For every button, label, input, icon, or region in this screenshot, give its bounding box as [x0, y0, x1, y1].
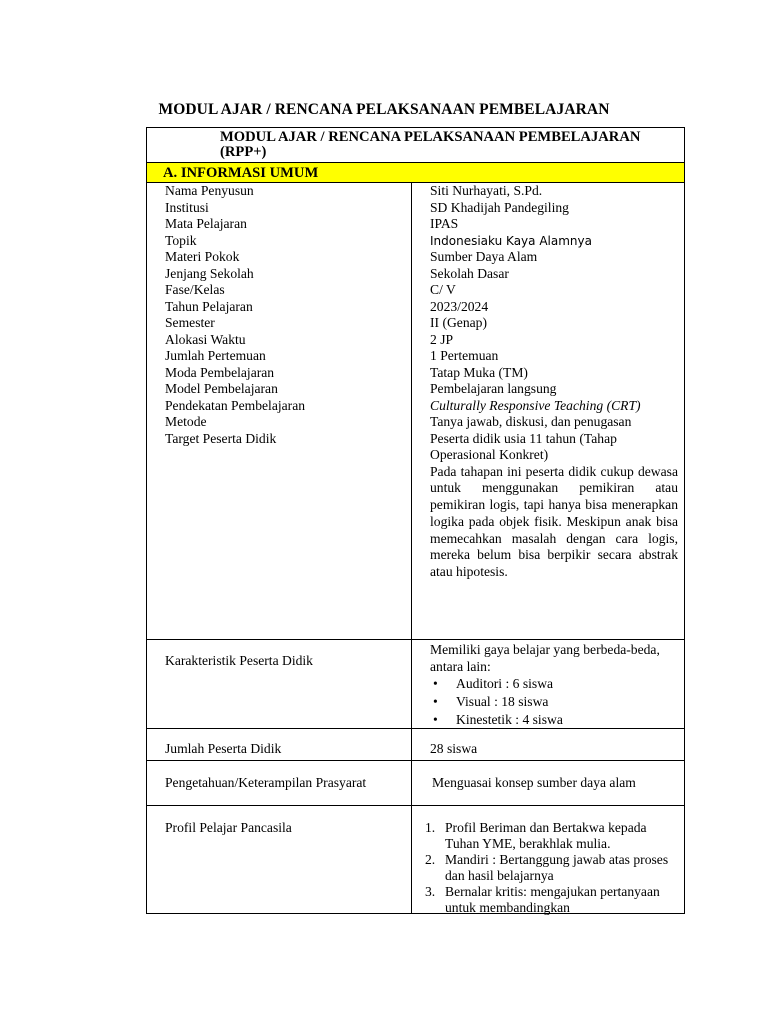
section-a-title: A. INFORMASI UMUM: [163, 165, 319, 181]
row-value: Pembelajaran langsung: [430, 381, 557, 396]
list-item: • Auditori : 6 siswa: [430, 675, 682, 693]
row-label: Moda Pembelajaran: [165, 364, 275, 380]
table-row: [147, 431, 684, 640]
table-header: [147, 128, 684, 162]
row-label: Institusi: [165, 199, 209, 215]
row-label: Mata Pelajaran: [165, 216, 247, 231]
list-text: Mandiri : Bertanggung jawab atas proses dan hasil belajarnya: [445, 851, 669, 883]
list-number: 2.: [425, 851, 436, 867]
list-item: • Kinestetik : 4 siswa: [430, 711, 682, 729]
table-title: MODUL AJAR / RENCANA PELAKSANAAN PEMBELAJARAN (RPP+): [220, 129, 641, 160]
row-label: Metode: [165, 414, 207, 429]
row-value: [430, 431, 678, 582]
table-row: [147, 348, 684, 365]
row-value: Tatap Muka (TM): [430, 364, 528, 380]
target-description: Pada tahapan ini peserta didik cukup dewasa untuk menggunakan pemikiran atau pemikiran logis, tapi hanya bisa menerapkan logika pada objek fisik. Meskipun anak bisa memecahkan masalah dengan cara logis, mereka belum bisa berpikir secara abstrak atau hipotesis.: [430, 463, 678, 580]
learning-style-intro: Memiliki gaya belajar yang berbeda-beda, antara lain:: [430, 641, 660, 674]
row-value: IPAS: [430, 216, 459, 231]
profile-list: [425, 820, 681, 916]
table-row: [147, 315, 684, 332]
row-label: Materi Pokok: [165, 249, 240, 264]
row-label: Alokasi Waktu: [165, 331, 246, 347]
list-item: [425, 820, 681, 852]
list-item: • Visual : 18 siswa: [430, 693, 682, 711]
row-value: 2023/2024: [430, 298, 489, 314]
page-title: MODUL AJAR / RENCANA PELAKSANAAN PEMBELAJARAN: [158, 101, 610, 118]
list-item: [425, 852, 681, 884]
row-label: Jenjang Sekolah: [165, 265, 254, 281]
row-value: 1 Pertemuan: [430, 348, 499, 363]
row-label: Tahun Pelajaran: [165, 298, 253, 314]
table-row: [147, 365, 684, 382]
list-text: Bernalar kritis: mengajukan pertanyaan untuk membandingkan: [445, 883, 660, 915]
section-a-header: [147, 162, 684, 183]
table-row: [147, 233, 684, 250]
row-label: Jumlah Peserta Didik: [165, 740, 282, 756]
target-age: Peserta didik usia 11 tahun (Tahap Operasional Konkret): [430, 430, 617, 462]
table-row: [147, 414, 684, 431]
table-row: [147, 249, 684, 266]
list-number: 1.: [425, 819, 436, 835]
row-value: [425, 820, 681, 916]
row-value: Culturally Responsive Teaching (CRT): [430, 397, 641, 413]
row-label: Fase/Kelas: [165, 282, 225, 297]
row-value: Siti Nurhayati, S.Pd.: [430, 183, 543, 198]
list-number: 3.: [425, 883, 436, 899]
table-row: [147, 183, 684, 200]
table-row: [147, 266, 684, 283]
row-label: Target Peserta Didik: [165, 430, 277, 446]
row-value: SD Khadijah Pandegiling: [430, 199, 569, 215]
row-label: Karakteristik Peserta Didik: [165, 652, 313, 668]
row-label: Topik: [165, 232, 197, 248]
row-value: Indonesiaku Kaya Alamnya: [430, 233, 592, 248]
row-value: [430, 641, 682, 729]
table-row: [147, 216, 684, 233]
table-row: [147, 761, 684, 806]
row-value: 28 siswa: [430, 740, 478, 756]
table-row: [147, 398, 684, 415]
table-row: [147, 640, 684, 729]
table-row: [147, 332, 684, 349]
table-row: [147, 299, 684, 316]
row-value: 2 JP: [430, 331, 454, 347]
row-value: C/ V: [430, 282, 456, 297]
row-value: Sumber Daya Alam: [430, 249, 538, 264]
row-value: Menguasai konsep sumber daya alam: [432, 774, 636, 790]
table-row: [147, 381, 684, 398]
table-row: [147, 806, 684, 915]
table-row: [147, 282, 684, 299]
info-grid: [147, 183, 684, 915]
row-label: Jumlah Pertemuan: [165, 348, 266, 363]
learning-style-list: [430, 675, 682, 729]
row-label: Pendekatan Pembelajaran: [165, 397, 306, 413]
list-item: [425, 884, 681, 916]
row-value: Tanya jawab, diskusi, dan penugasan: [430, 414, 632, 429]
table-row: [147, 729, 684, 761]
table-row: [147, 200, 684, 217]
row-value: Sekolah Dasar: [430, 265, 509, 281]
row-label: Profil Pelajar Pancasila: [165, 819, 292, 835]
row-label: Pengetahuan/Keterampilan Prasyarat: [165, 774, 367, 790]
row-label: Semester: [165, 315, 215, 330]
list-text: Profil Beriman dan Bertakwa kepada Tuhan YME, berakhlak mulia.: [445, 819, 647, 851]
row-label: Nama Penyusun: [165, 183, 254, 198]
rpp-table: [146, 127, 685, 914]
row-value: II (Genap): [430, 315, 487, 330]
row-label: Model Pembelajaran: [165, 381, 278, 396]
